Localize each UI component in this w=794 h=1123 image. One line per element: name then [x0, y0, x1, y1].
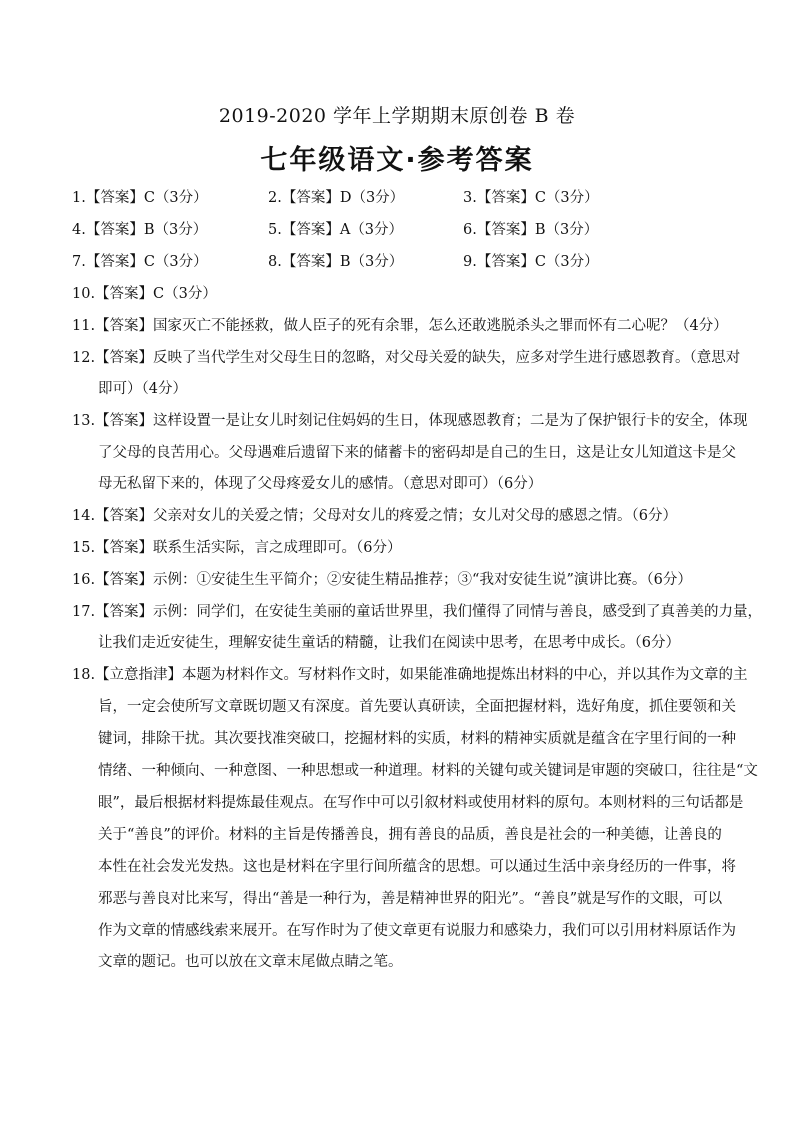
- answer-line-continued: 即可）（4分）: [98, 381, 187, 397]
- answer-line-continued: 旨，一定会使所写文章既切题又有深度。首先要认真研读，全面把握材料，选好角度，抓住要领和关: [98, 699, 736, 715]
- answer-item: 6.【答案】B（3分）: [463, 222, 599, 238]
- answer-line: 10.【答案】C（3分）: [72, 286, 217, 302]
- answer-item: 4.【答案】B（3分）: [72, 222, 208, 238]
- answer-line: 16.【答案】示例：①安徒生生平简介；②安徒生精品推荐；③“我对安徒生说”演讲比赛。（6分）: [72, 572, 692, 588]
- answer-item: 9.【答案】C（3分）: [463, 254, 599, 270]
- answer-line-continued: 情绪、一种倾向、一种意图、一种思想或一种道理。材料的关键句或关键词是审题的突破口，往往是“文: [98, 763, 758, 779]
- answer-line-continued: 让我们走近安徒生，理解安徒生童话的精髓，让我们在阅读中思考，在思考中成长。（6分）: [98, 635, 680, 651]
- answer-line-continued: 作为文章的情感线索来展开。在写作时为了使文章更有说服力和感染力，我们可以引用材料原话作为: [98, 923, 736, 939]
- answer-line: 15.【答案】联系生活实际，言之成理即可。（6分）: [72, 540, 402, 556]
- answer-line-continued: 键词，排除干扰。其次要找准突破口，挖掘材料的实质，材料的精神实质就是蕴含在字里行间的一种: [98, 731, 736, 747]
- answer-line-continued: 眼”，最后根据材料提炼最佳观点。在写作中可以引叙材料或使用材料的原句。本则材料的三句话都是: [98, 795, 744, 811]
- answer-line-continued: 本性在社会发光发热。这也是材料在字里行间所蕴含的思想。可以通过生活中亲身经历的一件事，将: [98, 859, 736, 875]
- answer-item: 1.【答案】C（3分）: [72, 190, 208, 206]
- answer-line-continued: 关于“善良”的评价。材料的主旨是传播善良，拥有善良的品质，善良是社会的一种美德，让善良的: [98, 827, 722, 843]
- answer-line: 18.【立意指津】本题为材料作文。写材料作文时，如果能准确地提炼出材料的中心，并以其作为文章的主: [72, 667, 748, 683]
- answer-line: 11.【答案】国家灭亡不能拯救，做人臣子的死有余罪，怎么还敢逃脱杀头之罪而怀有二心呢？（4分）: [72, 318, 728, 334]
- answer-line-continued: 文章的题记。也可以放在文章末尾做点睛之笔。: [98, 954, 403, 970]
- answer-line: 13.【答案】这样设置一是让女儿时刻记住妈妈的生日，体现感恩教育；二是为了保护银行卡的安全，体现: [72, 413, 748, 429]
- answer-line: 14.【答案】父亲对女儿的关爱之情；父母对女儿的疼爱之情；女儿对父母的感恩之情。（6分）: [72, 508, 678, 524]
- answer-line-continued: 母无私留下来的，体现了父母疼爱女儿的感情。（意思对即可）（6分）: [98, 476, 543, 492]
- answer-item: 7.【答案】C（3分）: [72, 254, 208, 270]
- answer-row: [72, 218, 752, 240]
- answer-row: [72, 186, 752, 208]
- answer-item: 2.【答案】D（3分）: [268, 190, 405, 206]
- answer-line: 17.【答案】示例：同学们，在安徒生美丽的童话世界里，我们懂得了同情与善良，感受到了真善美的力量，: [72, 604, 763, 620]
- answer-item: 8.【答案】B（3分）: [268, 254, 404, 270]
- page-title: 2019-2020 学年上学期期末原创卷 B 卷: [218, 105, 576, 127]
- page-subtitle: 七年级语文·参考答案: [260, 145, 534, 176]
- answer-line-continued: 邪恶与善良对比来写，得出“善是一种行为，善是精神世界的阳光”。“善良”就是写作的文眼，可以: [98, 891, 723, 907]
- answer-item: 5.【答案】A（3分）: [268, 222, 404, 238]
- answer-line-continued: 了父母的良苦用心。父母遇难后遗留下来的储蓄卡的密码却是自己的生日，这是让女儿知道这卡是父: [98, 445, 736, 461]
- answer-row: [72, 250, 752, 272]
- answer-line: 12.【答案】反映了当代学生对父母生日的忽略，对父母关爱的缺失，应多对学生进行感恩教育。（意思对: [72, 350, 741, 366]
- answer-item: 3.【答案】C（3分）: [463, 190, 599, 206]
